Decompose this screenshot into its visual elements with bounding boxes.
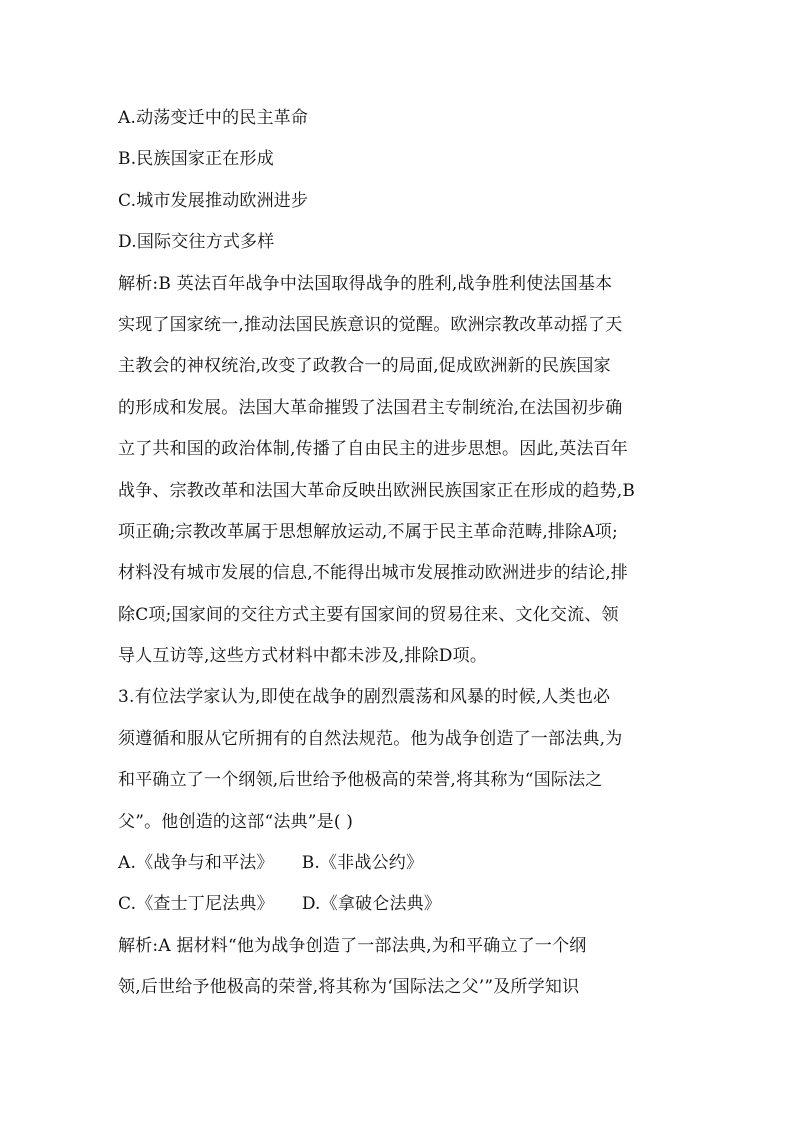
question-3-options xyxy=(118,843,688,926)
option-a: A.动荡变迁中的民主革命 xyxy=(118,108,309,128)
option-row xyxy=(118,843,688,884)
analysis-line: 战争、宗教改革和法国大革命反映出欧洲民族国家正在形成的趋势,B xyxy=(118,480,636,501)
analysis-line: 材料没有城市发展的信息,不能得出城市发展推动欧洲进步的结论,排 xyxy=(118,563,629,584)
document-page xyxy=(118,98,688,1009)
question-stem-line: 3.有位法学家认为,即使在战争的剧烈震荡和风暴的时候,人类也必 xyxy=(118,687,611,708)
option-d: D.国际交往方式多样 xyxy=(118,232,275,253)
option-d: D.《拿破仑法典》 xyxy=(301,894,442,915)
option-b: B.民族国家正在形成 xyxy=(118,149,274,170)
question-3-stem xyxy=(118,677,688,843)
option-b: B.《非战公约》 xyxy=(301,853,424,874)
question-stem-line: 须遵循和服从它所拥有的自然法规范。他为战争创造了一部法典,为 xyxy=(118,728,623,749)
option-a: A.《战争与和平法》 xyxy=(118,853,274,874)
question-2-options xyxy=(118,98,688,264)
analysis-line: 除C项;国家间的交往方式主要有国家间的贸易往来、文化交流、领 xyxy=(118,604,619,625)
analysis-line: 主教会的神权统治,改变了政教合一的局面,促成欧洲新的民族国家 xyxy=(118,356,611,377)
analysis-line: 导人互访等,这些方式材料中都未涉及,排除D项。 xyxy=(118,646,488,667)
analysis-line: 实现了国家统一,推动法国民族意识的觉醒。欧洲宗教改革动摇了天 xyxy=(118,314,623,335)
analysis-line: 的形成和发展。法国大革命摧毁了法国君主专制统治,在法国初步确 xyxy=(118,397,623,418)
question-stem-line: 和平确立了一个纲领,后世给予他极高的荣誉,将其称为“国际法之 xyxy=(118,770,603,791)
analysis-line: 解析:B 英法百年战争中法国取得战争的胜利,战争胜利使法国基本 xyxy=(118,273,613,294)
option-row xyxy=(118,884,688,925)
option-c: C.城市发展推动欧洲进步 xyxy=(118,190,309,211)
analysis-line: 项正确;宗教改革属于思想解放运动,不属于民主革命范畴,排除A项; xyxy=(118,521,618,542)
analysis-line: 立了共和国的政治体制,传播了自由民主的进步思想。因此,英法百年 xyxy=(118,439,629,460)
option-c: C.《查士丁尼法典》 xyxy=(118,894,274,915)
analysis-line: 解析:A 据材料“他为战争创造了一部法典,为和平确立了一个纲 xyxy=(118,935,587,956)
question-3-analysis xyxy=(118,926,688,1009)
analysis-line: 领,后世给予他极高的荣誉,将其称为‘国际法之父’”及所学知识 xyxy=(118,977,580,998)
question-2-analysis xyxy=(118,264,688,678)
question-stem-line: 父”。他创造的这部“法典”是( ) xyxy=(118,811,354,832)
